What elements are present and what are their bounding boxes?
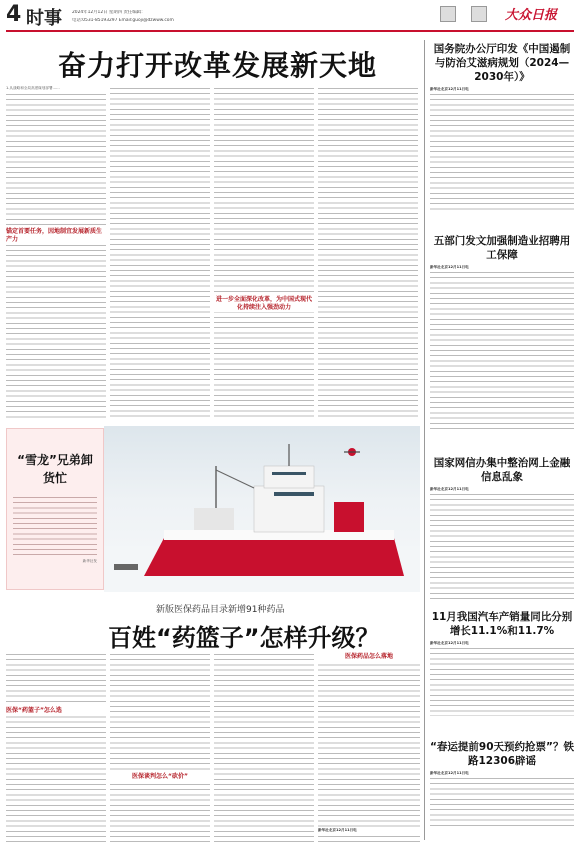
brief-title: “春运提前90天预约抢票”？铁路12306辟谣 — [430, 741, 574, 767]
feature-subhead-1: 医保“药篮子”怎么选 — [6, 706, 106, 715]
lead-column-1 — [6, 92, 106, 418]
photo-headline: “雪龙”兄弟卸货忙 — [17, 453, 93, 485]
photo-caption-box — [6, 428, 104, 590]
icebreaker-photo — [104, 426, 420, 592]
right-brief-2 — [430, 234, 574, 434]
lead-intro: 1.从战略和全局高度谋划部署…… — [6, 86, 60, 90]
brief-byline: 新华社北京12月11日电 — [430, 641, 469, 645]
right-brief-3 — [430, 456, 574, 604]
brief-body — [430, 646, 574, 716]
lead-column-4 — [318, 86, 418, 418]
feature-column-2 — [110, 652, 210, 842]
feature-byline: 新华社北京12月11日电 — [318, 828, 420, 833]
feature-subhead-3: 医保药品怎么落地 — [318, 652, 420, 661]
brief-title: 五部门发文加强制造业招聘用工保障 — [433, 235, 571, 261]
photo-caption-body — [13, 495, 97, 555]
right-brief-4 — [430, 610, 574, 730]
feature-article — [6, 652, 420, 842]
feature-subhead-2: 医保谈判怎么“砍价” — [110, 772, 210, 781]
page-number: 4 — [6, 2, 22, 27]
qr-icon — [471, 6, 487, 22]
masthead-rule — [6, 30, 574, 32]
right-brief-5 — [430, 740, 574, 840]
brief-body — [430, 92, 574, 210]
brief-body — [430, 492, 574, 600]
feature-kicker: 新版医保药品目录新增91种药品 — [156, 605, 285, 615]
section-title: 时事 — [26, 8, 62, 29]
paper-name: 大众日报 — [505, 8, 558, 23]
brief-body — [430, 270, 574, 430]
brief-title: 国务院办公厅印发《中国遏制与防治艾滋病规划（2024—2030年）》 — [433, 43, 571, 83]
brief-byline: 新华社北京12月11日电 — [430, 87, 469, 91]
feature-column-1 — [6, 652, 106, 842]
masthead-badges — [440, 6, 487, 26]
brief-byline: 新华社北京12月11日电 — [430, 771, 469, 775]
brief-title: 国家网信办集中整治网上金融信息乱象 — [433, 457, 571, 483]
column-divider — [424, 40, 425, 840]
brief-title: 11月我国汽车产销量同比分别增长11.1%和11.7% — [431, 611, 573, 637]
masthead-meta-2: 电话:0531-85193297 Email:guoji@dzwww.com — [72, 18, 174, 23]
brief-byline: 新华社北京12月11日电 — [430, 487, 469, 491]
masthead-meta-1: 2024年12月12日 星期四 责任编辑： — [72, 10, 146, 15]
feature-headline: 百姓“药篮子”怎样升级？ — [108, 624, 380, 652]
masthead — [0, 0, 580, 34]
qr-icon — [440, 6, 456, 22]
brief-body — [430, 776, 574, 828]
feature-column-4 — [318, 652, 420, 842]
brief-byline: 新华社北京12月11日电 — [430, 265, 469, 269]
photo-credit: 新华社发 — [82, 559, 97, 563]
icebreaker-ship-illustration — [104, 426, 420, 592]
lead-column-3 — [214, 86, 314, 418]
lead-headline: 奋力打开改革发展新天地 — [58, 49, 378, 82]
right-brief-1 — [430, 42, 574, 228]
lead-column-2 — [110, 86, 210, 418]
lead-subhead-2: 进一步全面深化改革，为中国式现代化持续注入强劲动力 — [215, 296, 312, 311]
lead-subhead-1: 锚定首要任务，因地制宜发展新质生产力 — [6, 228, 106, 244]
lead-article — [6, 86, 418, 418]
feature-column-3 — [214, 652, 314, 842]
